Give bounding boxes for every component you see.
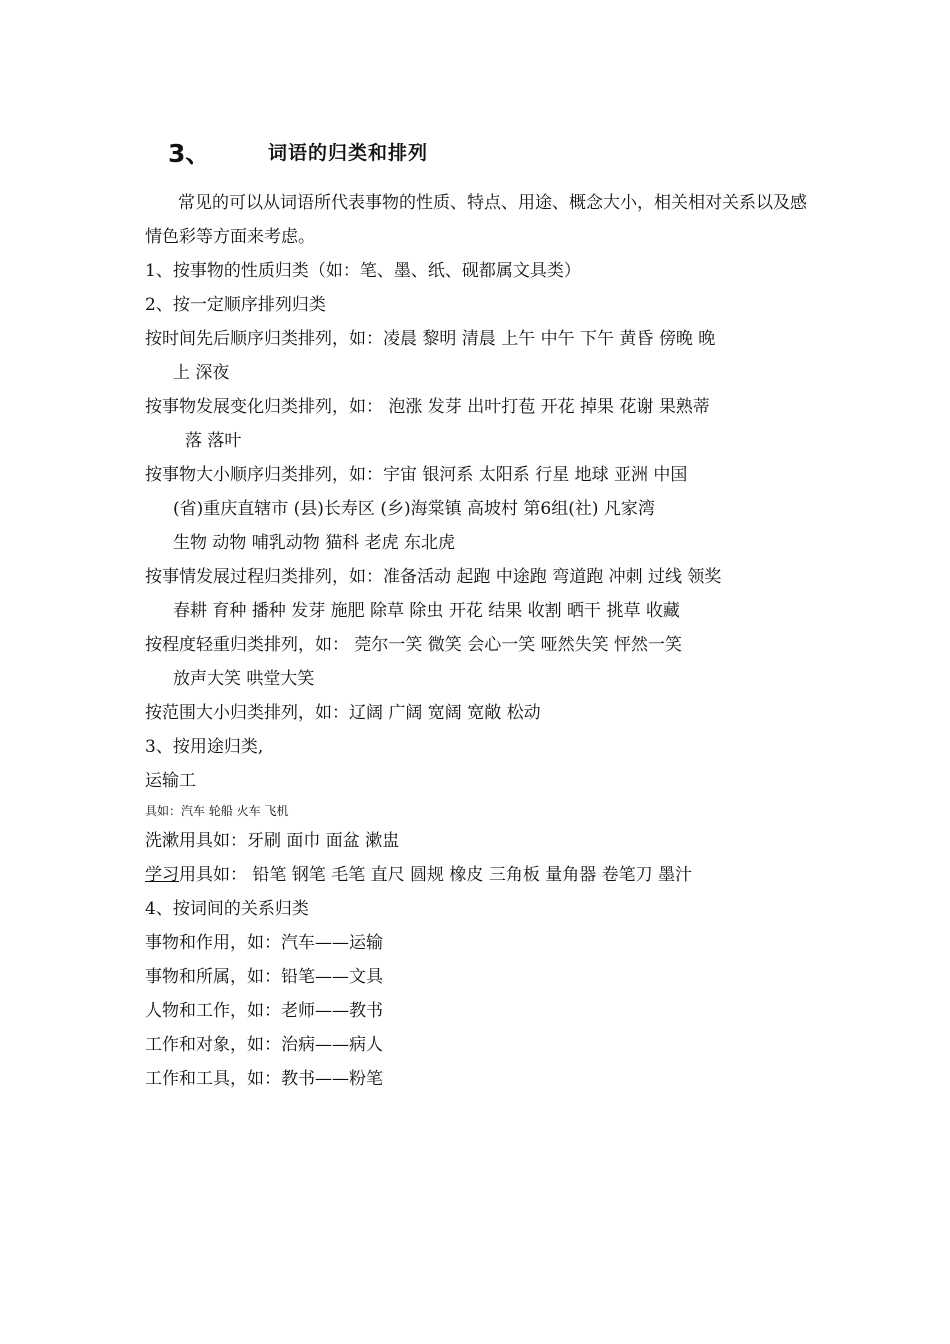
line-relation-tool: 工作和工具，如：教书——粉笔 [145,1069,383,1089]
line-transport: 运输工 [145,771,196,791]
line-time-order-cont: 上 深夜 [173,363,230,383]
line-relation-belonging: 事物和所属，如：铅笔——文具 [145,967,383,987]
line-stationery [145,858,815,892]
line-process-cont: 春耕 育种 播种 发芽 施肥 除草 除虫 开花 结果 收割 晒干 挑草 收藏 [173,601,680,621]
line-development: 按事物发展变化归类排列，如： 泡涨 发芽 出叶打苞 开花 掉果 花谢 果熟蒂 [145,397,710,417]
line-size-order-cont-2: 生物 动物 哺乳动物 猫科 老虎 东北虎 [173,533,456,553]
line-degree: 按程度轻重归类排列，如： 莞尔一笑 微笑 会心一笑 哑然失笑 怦然一笑 [145,635,683,655]
intro-paragraph: 常见的可以从词语所代表事物的性质、特点、用途、概念大小，相关相对关系以及感情色彩等方面来考虑。 [145,193,807,247]
section-title: 词语的归类和排列 [268,142,429,164]
line-transport-examples: 具如：汽车 轮船 火车 飞机 [145,804,289,818]
underlined-word: 学习 [145,865,179,885]
line-range: 按范围大小归类排列，如：辽阔 广阔 宽阔 宽敞 松动 [145,703,541,723]
line-degree-cont: 放声大笑 哄堂大笑 [173,669,315,689]
line-process: 按事情发展过程归类排列，如：准备活动 起跑 中途跑 弯道跑 冲刺 过线 领奖 [145,567,722,587]
line-relation-object: 工作和对象，如：治病——病人 [145,1035,383,1055]
line-size-order: 按事物大小顺序归类排列，如：宇宙 银河系 太阳系 行星 地球 亚洲 中国 [145,465,688,485]
line-usage-heading: 3、按用途归类, [145,737,264,757]
line-time-order: 按时间先后顺序归类排列，如：凌晨 黎明 清晨 上午 中午 下午 黄昏 傍晚 晚 [145,329,716,349]
document-body [145,186,815,1096]
stationery-examples: 用具如： 铅笔 钢笔 毛笔 直尺 圆规 橡皮 三角板 量角器 卷笔刀 墨汁 [179,865,693,885]
line-order-heading: 2、按一定顺序排列归类 [145,295,326,315]
line-relation-function: 事物和作用，如：汽车——运输 [145,933,383,953]
line-classify-nature: 1、按事物的性质归类（如：笔、墨、纸、砚都属文具类） [145,261,581,281]
line-toiletries: 洗漱用具如：牙刷 面巾 面盆 漱盅 [145,831,400,851]
line-size-order-cont-1: (省)重庆直辖市 (县)长寿区 (乡)海棠镇 高坡村 第6组(社) 凡家湾 [173,499,655,519]
line-development-cont: 落 落叶 [185,431,242,451]
section-number: 3、 [168,139,211,168]
line-relation-work: 人物和工作，如：老师——教书 [145,1001,383,1021]
line-relation-heading: 4、按词间的关系归类 [145,899,309,919]
